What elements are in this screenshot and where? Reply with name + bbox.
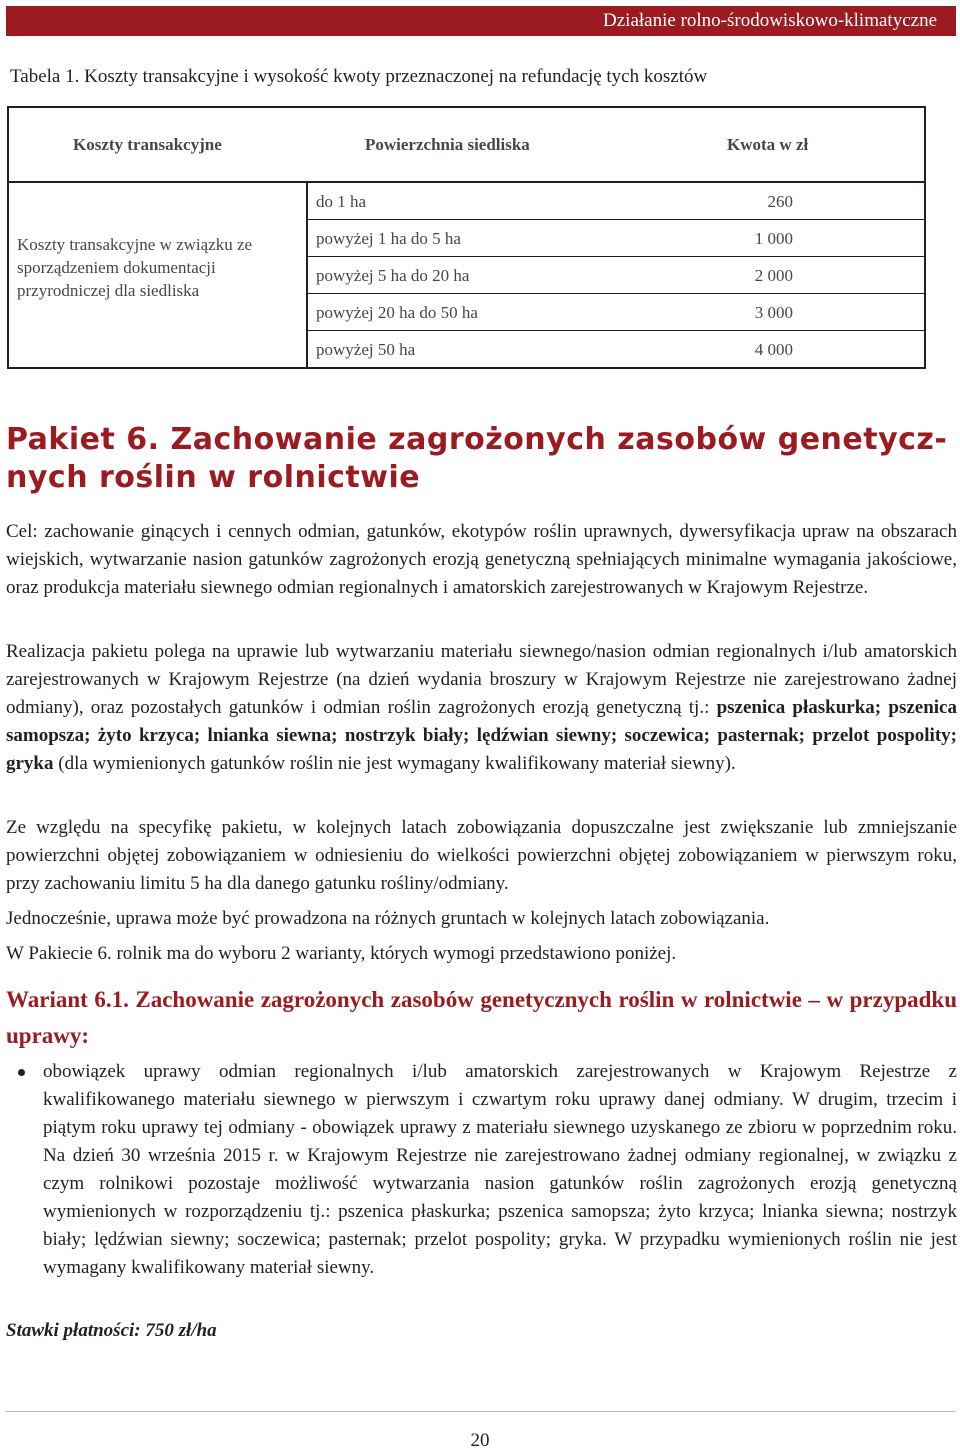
area-range: powyżej 5 ha do 20 ha [316,266,470,285]
bullet-text: obowiązek uprawy odmian regionalnych i/lub amatorskich zarejestrowanych w Krajowym Rejestrze z kwalifikowanego materiału siewnego w pierwszym i czwartym roku uprawy danej odmiany. W drugim, trzecim i piątym roku uprawy tej odmiany - obowiązek uprawy z materiału siewnego uzyskanego ze zbioru w poprzednim roku. Na dzień 30 września 2015 r. w Krajowym Rejestrze nie zarejestrowano żadnej odmiany regionalnej, w związku z czym rolnikowi pozostaje możliwość wytwarzania nasion gatunków roślin zagrożonych erozją genetyczną wymienionych w rozporządzeniu tj.: pszenica płaskurka; pszenica samopsza; żyto krzyca; lnianka siewna; nostrzyk biały; lędźwian siewny; soczewica; pasternak; przelot pospolity; gryka. W przypadku wymienionych roślin nie jest wymagany kwalifikowany materiał siewny. [43,1061,957,1278]
area-range: powyżej 20 ha do 50 ha [316,303,478,322]
table-header-row [9,108,924,183]
footer-divider [6,1411,956,1412]
header-bar [6,6,956,36]
column-header-amount: Kwota w zł [727,135,809,154]
area-range: powyżej 1 ha do 5 ha [316,229,461,248]
species-list: pszenica płaskurka; pszenica samopsza; żyto krzyca; lnianka siewna; nostrzyk biały; lędźwian siewny; soczewica; pasternak; przelot pospolity; gryka [6,697,957,774]
column-header-area: Powierzchnia siedliska [365,135,530,154]
amount-value: 1 000 [754,229,793,248]
table-caption: Tabela 1. Koszty transakcyjne i wysokość kwoty przeznaczonej na refundację tych kosztów [10,66,708,87]
realizacja-end-text: (dla wymienionych gatunków roślin nie jest wymagany kwalifikowany materiał siewny). [53,753,736,774]
list-item [6,1058,957,1282]
page-number: 20 [470,1430,490,1451]
cost-type-label: Koszty transakcyjne w związku ze sporządzeniem dokumentacji przyrodniczej dla siedliska [17,235,253,300]
table-row [308,331,924,368]
amount-value: 4 000 [754,340,793,359]
paragraph-jednoczesnie: Jednocześnie, uprawa może być prowadzona na różnych gruntach w kolejnych latach zobowiązania. [6,908,770,929]
pakiet-title-line-1: Pakiet 6. Zachowanie zagrożonych zasobów genetycz- [6,422,948,457]
cost-table [7,106,926,369]
column-header-costs: Koszty transakcyjne [73,135,222,154]
table-row [308,257,924,294]
paragraph-cel: Cel: zachowanie ginących i cennych odmian, gatunków, ekotypów roślin uprawnych, dywersyfikacja upraw na obszarach wiejskich, wytwarzanie nasion gatunków zagrożonych erozją genetyczną spełniających minimalne wymagania jakościowe, oraz produkcja materiału siewnego odmian regionalnych i amatorskich zarejestrowanych w Krajowym Rejestrze. [6,521,957,598]
amount-value: 3 000 [754,303,793,322]
table-row [308,183,924,220]
realizacja-text: Realizacja pakietu polega na uprawie lub wytwarzaniu materiału siewnego/nasion odmian regionalnych i/lub amatorskich zarejestrowanych w Krajowym Rejestrze (na dzień wydania broszury w Krajowym Rejestrze nie zarejestrowano żadnej odmiany), oraz pozostałych gatunków i odmian roślin zagrożonych erozją genetyczną tj.: [6,641,957,718]
payment-rate: Stawki płatności: 750 zł/ha [6,1320,217,1341]
pakiet-title [6,421,956,497]
header-title: Działanie rolno-środowiskowo-klimatyczne [603,10,937,31]
table-row [308,220,924,257]
paragraph-specyfika: Ze względu na specyfikę pakietu, w kolejnych latach zobowiązania dopuszczalne jest zwiększanie lub zmniejszanie powierzchni objętej zobowiązaniem w odniesieniu do wielkości powierzchni objętej zobowiązaniem w pierwszym roku, przy zachowaniu limitu 5 ha dla danego gatunku rośliny/odmiany. [6,817,957,894]
table-row [308,294,924,331]
pakiet-title-line-2: nych roślin w rolnictwie [6,460,421,495]
bullet-icon [18,1069,25,1076]
wariant-title: Wariant 6.1. Zachowanie zagrożonych zasobów genetycznych roślin w rolnictwie – w przypadku uprawy: [6,987,957,1048]
area-range: powyżej 50 ha [316,340,416,359]
amount-value: 260 [767,192,793,211]
paragraph-realizacja [6,638,957,778]
paragraph-warianty: W Pakiecie 6. rolnik ma do wyboru 2 warianty, których wymogi przedstawiono poniżej. [6,943,677,964]
amount-value: 2 000 [754,266,793,285]
area-range: do 1 ha [316,192,367,211]
